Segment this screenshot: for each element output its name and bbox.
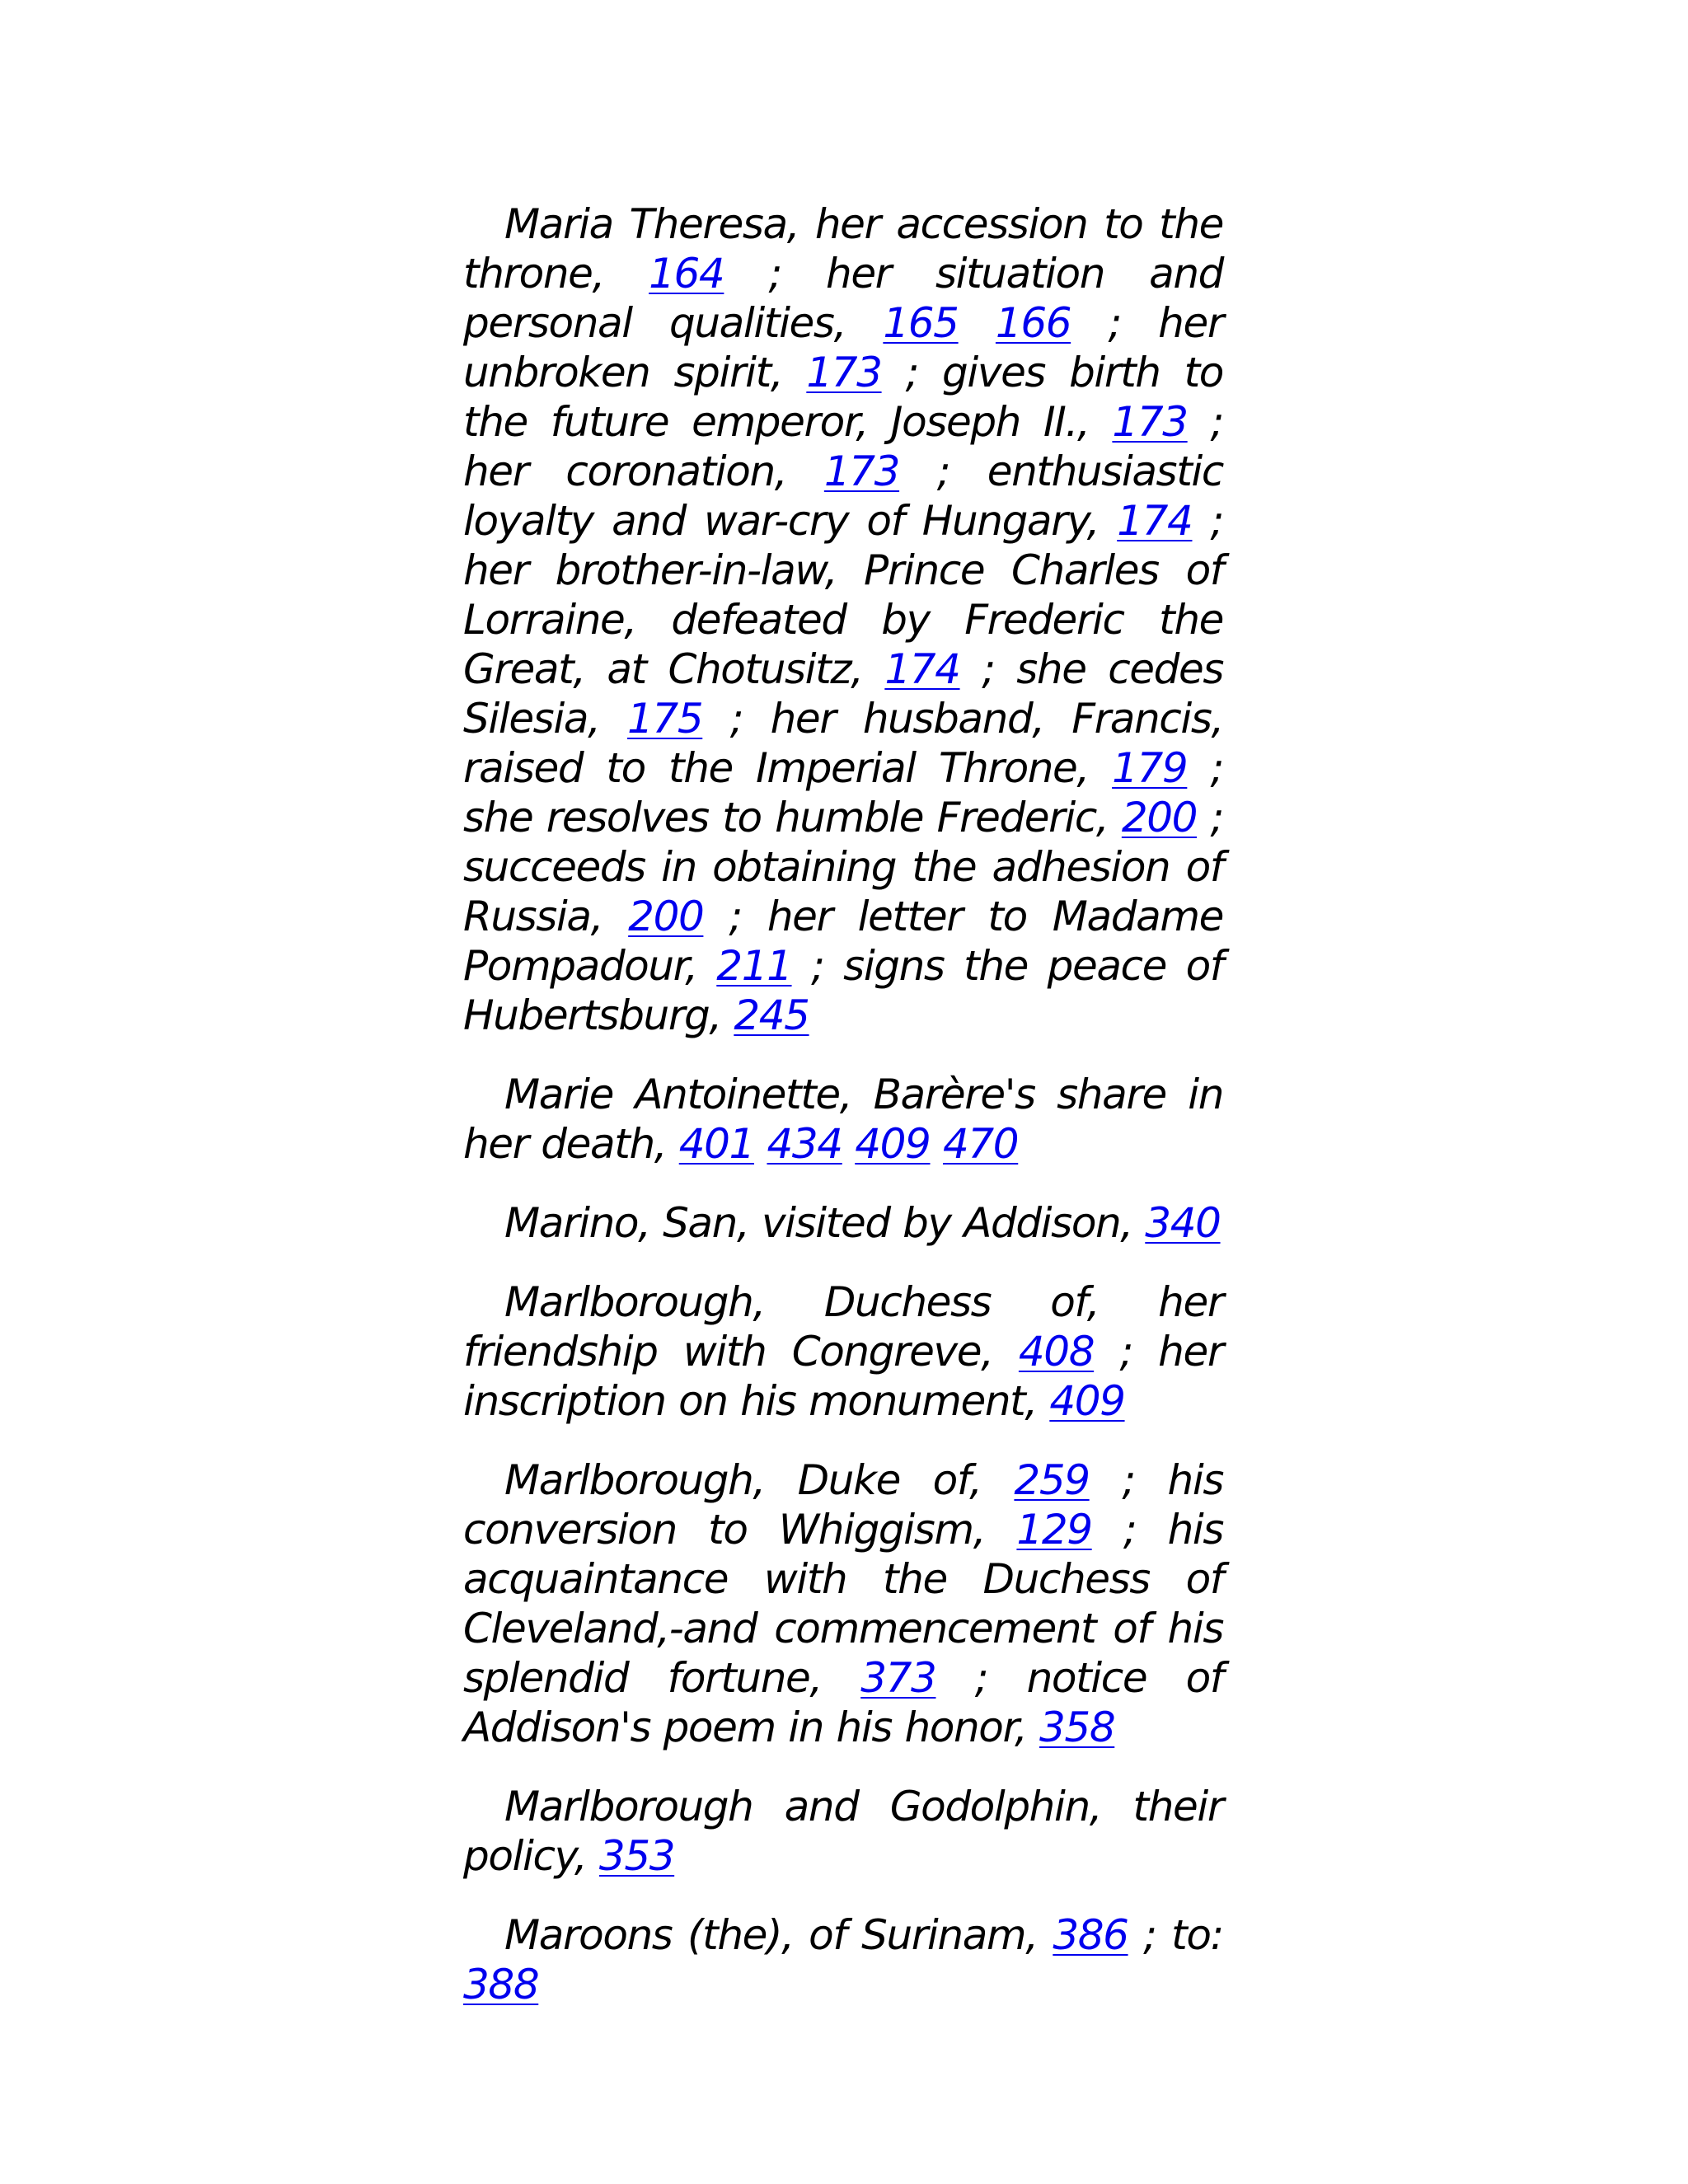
page-link[interactable]: 200 <box>628 893 704 940</box>
entry-text: ; signs the peace of Hubertsburg, <box>463 942 1223 1039</box>
page-link[interactable]: 470 <box>942 1120 1019 1168</box>
entry-text: Marlborough and Godolphin, their policy, <box>463 1783 1223 1880</box>
entry-text: ; she cedes Silesia, <box>463 645 1223 743</box>
page-link[interactable]: 174 <box>1117 497 1193 545</box>
entry-text <box>754 1120 767 1168</box>
entry-text: ; her inscription on his monument, <box>463 1328 1223 1425</box>
entry-text: Marino, San, visited by Addison, <box>504 1199 1146 1247</box>
entry-text: ; gives birth to the future emperor, Joseph II., <box>463 349 1223 446</box>
entry-text: ; her coronation, <box>463 398 1223 495</box>
page-link[interactable]: 358 <box>1039 1704 1115 1751</box>
page-link[interactable]: 409 <box>855 1120 931 1168</box>
entry-text: ; to: <box>1128 1911 1223 1959</box>
page-link[interactable]: 174 <box>884 645 960 693</box>
page-link[interactable]: 401 <box>678 1120 754 1168</box>
entry-text: ; her letter to Madame Pompadour, <box>463 893 1224 990</box>
index-entry-marlborough-duke <box>463 1455 1223 1752</box>
page-link[interactable]: 200 <box>1121 794 1198 841</box>
entry-text: ; her brother-in-law, Prince Charles of Lorraine, defeated by Frederic the Great, at Chotusitz, <box>463 497 1223 693</box>
page-link[interactable]: 340 <box>1145 1199 1221 1247</box>
page-link[interactable]: 164 <box>649 250 724 298</box>
index-entry-marino-san <box>463 1198 1223 1248</box>
entry-text: Maria Theresa, her accession to the throne, <box>463 200 1223 298</box>
page-link[interactable]: 129 <box>1016 1506 1092 1554</box>
page-link[interactable]: 353 <box>598 1832 675 1880</box>
entry-text <box>842 1120 856 1168</box>
entry-text: ; enthusiastic loyalty and war-cry of Hungary, <box>463 448 1223 545</box>
index-page <box>463 199 1223 2039</box>
entry-text: ; notice of Addison's poem in his honor, <box>463 1654 1223 1751</box>
page-link[interactable]: 173 <box>806 349 882 396</box>
entry-text <box>959 299 996 347</box>
entry-text: ; her unbroken spirit, <box>463 299 1223 396</box>
page-link[interactable]: 179 <box>1112 744 1188 792</box>
page-link[interactable]: 211 <box>716 942 792 990</box>
index-entry-marlborough-duchess <box>463 1277 1223 1426</box>
page-link[interactable]: 409 <box>1049 1377 1125 1425</box>
page-link[interactable]: 434 <box>767 1120 842 1168</box>
index-entry-marie-antoinette <box>463 1070 1223 1169</box>
index-entry-maroons <box>463 1910 1223 2009</box>
entry-text: ; succeeds in obtaining the adhesion of Russia, <box>463 794 1223 940</box>
page-link[interactable]: 173 <box>823 448 900 495</box>
entry-text: ; she resolves to humble Frederic, <box>463 744 1223 841</box>
page-link[interactable]: 245 <box>734 991 809 1039</box>
entry-text: ; her husband, Francis, raised to the Imperial Throne, <box>463 695 1223 792</box>
page-link[interactable]: 259 <box>1014 1456 1090 1504</box>
page-link[interactable]: 408 <box>1018 1328 1095 1376</box>
entry-text: ; his conversion to Whiggism, <box>463 1456 1223 1554</box>
page-link[interactable]: 166 <box>995 299 1071 347</box>
page-link[interactable]: 175 <box>627 695 703 743</box>
entry-text <box>930 1120 943 1168</box>
entry-text: Marlborough, Duke of, <box>504 1456 1015 1504</box>
entry-text: ; his acquaintance with the Duchess of Cleveland,-and commencement of his splendid fortune, <box>463 1506 1223 1702</box>
page-link[interactable]: 373 <box>860 1654 936 1702</box>
page-link[interactable]: 386 <box>1053 1911 1128 1959</box>
page-link[interactable]: 173 <box>1112 398 1188 446</box>
entry-text: ; her situation and personal qualities, <box>463 250 1223 347</box>
index-entry-maria-theresa <box>463 199 1223 1040</box>
entry-text: Maroons (the), of Surinam, <box>504 1911 1053 1959</box>
entry-text: Marie Antoinette, Barère's share in her death, <box>463 1071 1223 1168</box>
entry-text: Marlborough, Duchess of, her friendship with Congreve, <box>463 1278 1223 1376</box>
page-link[interactable]: 165 <box>883 299 959 347</box>
index-entry-marlborough-godolphin <box>463 1782 1223 1881</box>
page-link[interactable]: 388 <box>463 1961 539 2008</box>
